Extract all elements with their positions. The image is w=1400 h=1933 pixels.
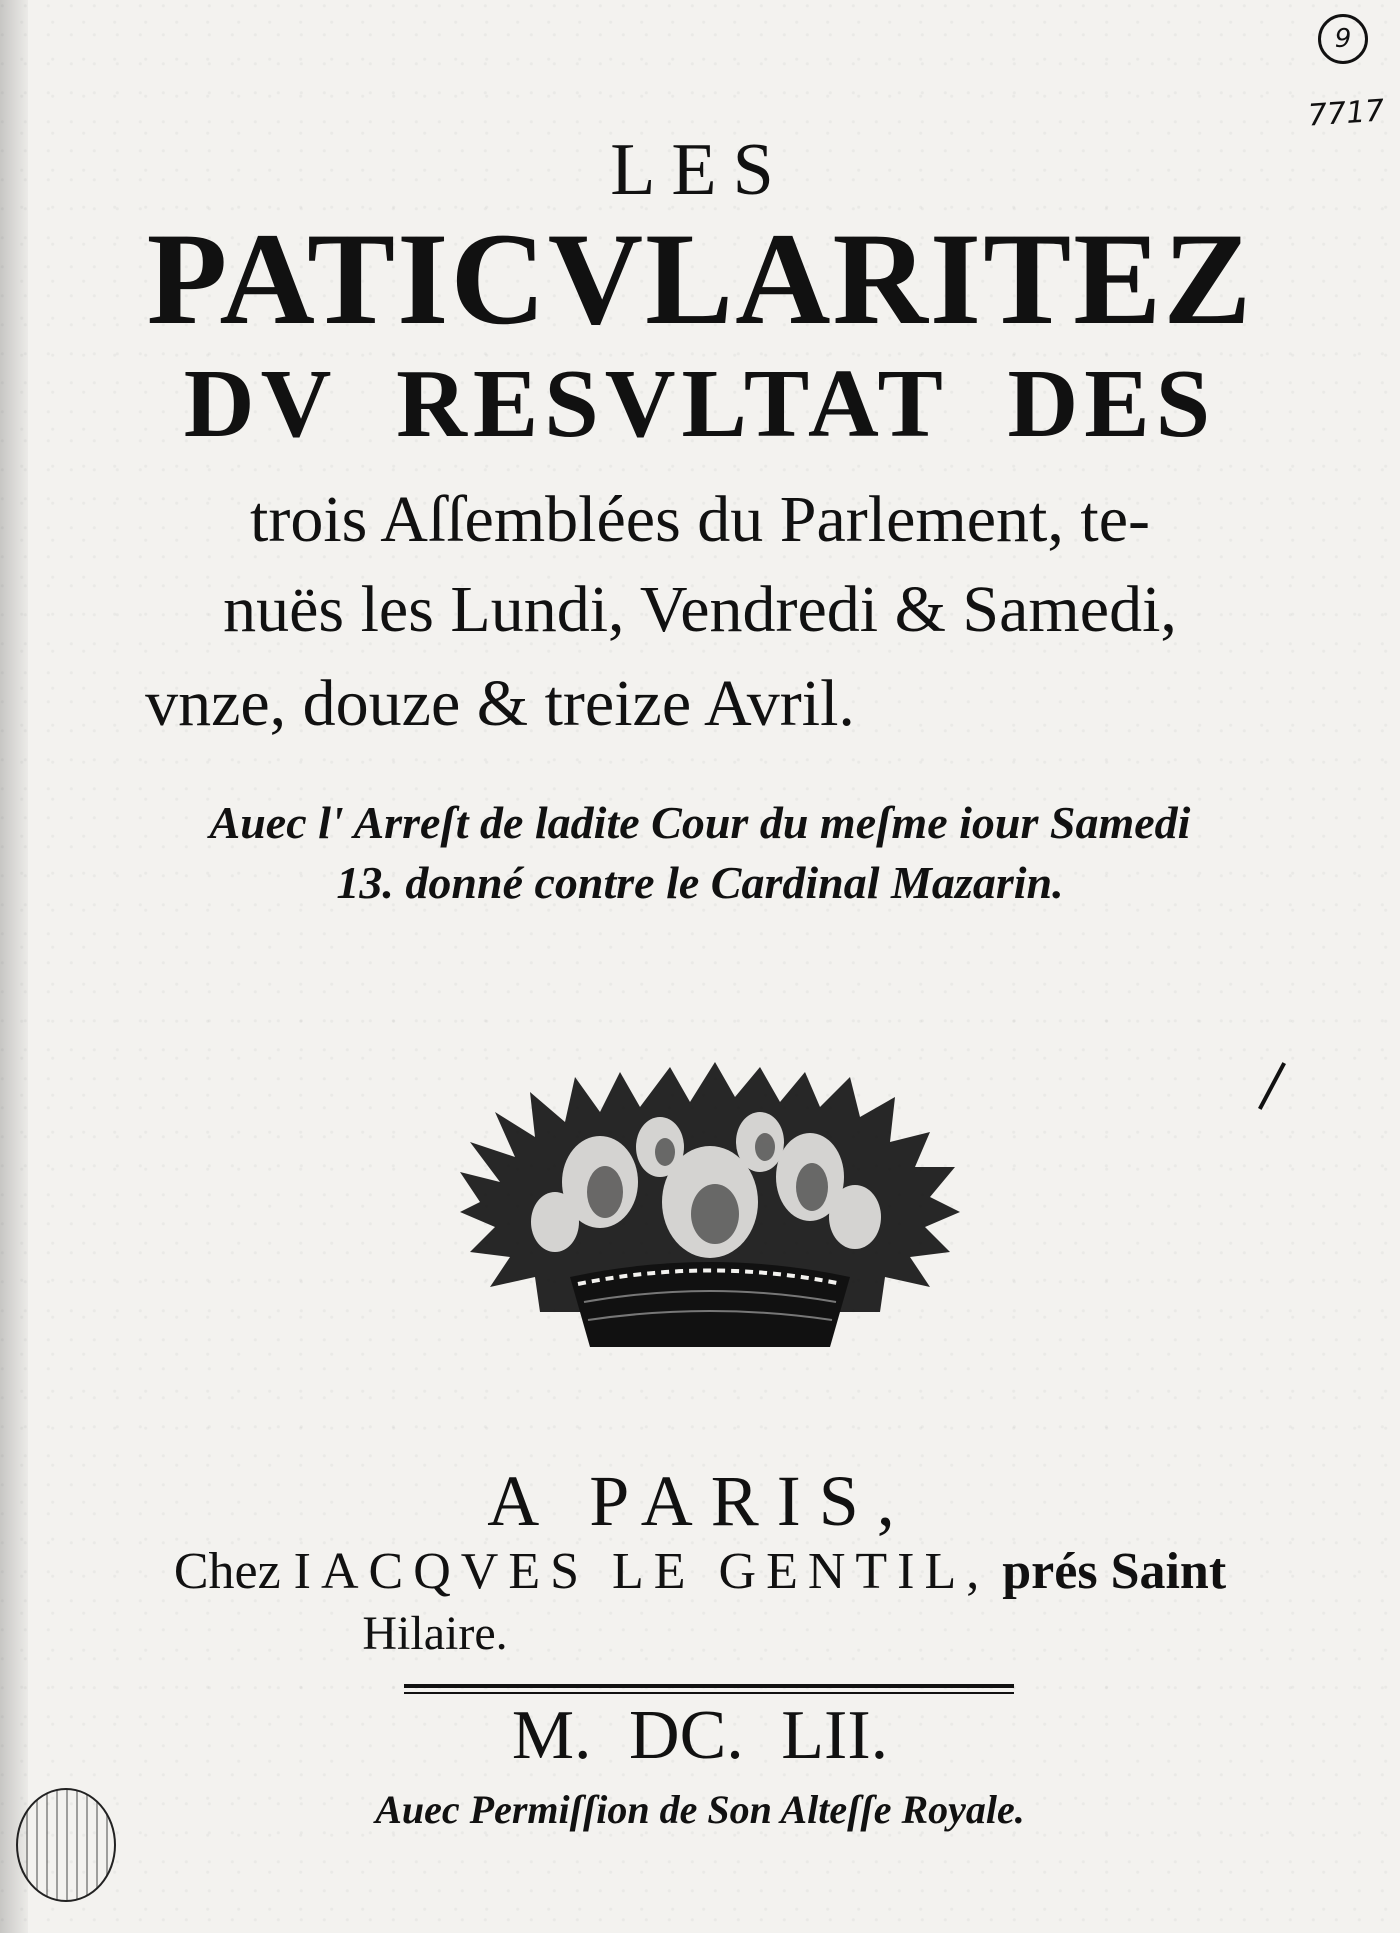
title-line-3: DV RESVLTAT DES	[183, 350, 1217, 458]
imprint-publisher-line	[0, 1542, 1400, 1601]
title-line-1: LES	[610, 129, 790, 211]
imprint-city: A PARIS,	[487, 1461, 913, 1541]
subtitle-line-2: nuës les Lundi, Vendredi & Samedi,	[223, 573, 1177, 646]
subtitle-line-1: trois Aſſemblées du Parlement, te-	[250, 483, 1150, 556]
stray-ink-mark	[1258, 1062, 1286, 1110]
double-rule-bottom	[404, 1692, 1014, 1694]
library-seal-stamp-icon	[16, 1788, 116, 1902]
italic-note-line-2: 13. donné contre le Cardinal Mazarin.	[336, 857, 1064, 908]
publication-date: M. DC. LII.	[511, 1697, 889, 1774]
title-line-2: PATICVLARITEZ	[146, 205, 1254, 352]
imprint-location: prés Saint	[1002, 1543, 1227, 1600]
permission-line: Auec Permiſſion de Son Alteſſe Royale.	[375, 1787, 1025, 1832]
double-rule-top	[404, 1684, 1014, 1688]
imprint-printer-name: IACQVES LE GENTIL,	[293, 1543, 990, 1600]
italic-note-line-1: Auec l' Arreſt de ladite Cour du meſme iour Samedi	[209, 797, 1191, 848]
circled-number-mark: 9	[1318, 14, 1368, 64]
subtitle-line-3: vnze, douze & treize Avril.	[145, 667, 855, 740]
fruit-basket-woodcut-icon	[460, 1052, 960, 1352]
handwritten-call-number: 7717	[1306, 93, 1386, 134]
imprint-place: Hilaire.	[362, 1607, 508, 1660]
imprint-chez: Chez	[173, 1543, 281, 1600]
